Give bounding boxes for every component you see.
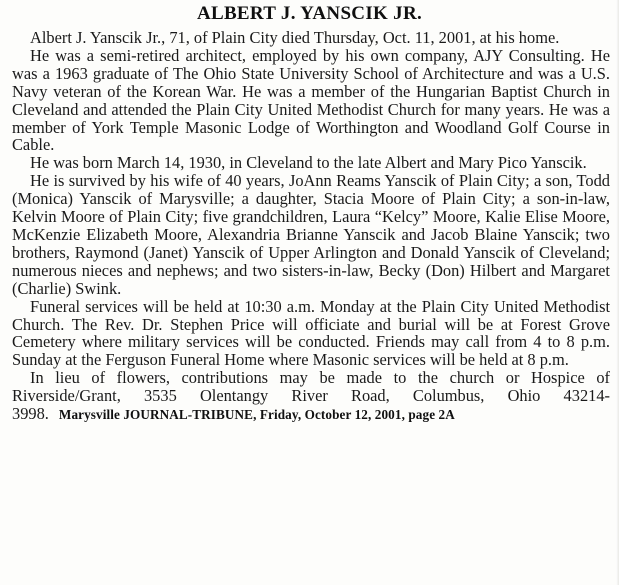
obituary-paragraph-career: He was a semi-retired architect, employed by his own company, AJY Consulting. He was a 1963 graduate of The Ohio State University School of Architecture and was a U.S. Navy veteran of the Korean War. He was a member of the Hungarian Baptist Church in Cleveland and attended the Plain City United Methodist Church for many years. He was a member of York Temple Masonic Lodge of Worthington and Woodland Golf Course in Cable. <box>12 45 610 155</box>
obituary-paragraph-memorials <box>12 369 610 424</box>
obituary-paragraph-survivors: He is survived by his wife of 40 years, JoAnn Reams Yanscik of Plain City; a son, Todd (Monica) Yanscik of Marysville; a daughter, Stacia Moore of Plain City; a son-in-law, Kelvin Moore of Plain City; five grandchildren, Laura “Kelcy” Moore, Kalie Elise Moore, McKenzie Elizabeth Moore, Alexandria Brianne Yanscik and Jacob Blaine Yanscik; two brothers, Raymond (Janet) Yanscik of Upper Arlington and Donald Yanscik of Cleveland; numerous nieces and nephews; and two sisters-in-law, Becky (Don) Hilbert and Margaret (Charlie) Swink. <box>12 171 610 298</box>
newspaper-source-caption: Marysville JOURNAL-TRIBUNE, Friday, October 12, 2001, page 2A <box>58 407 455 423</box>
obituary-paragraph-birth: He was born March 14, 1930, in Cleveland to the late Albert and Mary Pico Yanscik. <box>30 153 587 173</box>
obituary-paragraph-services: Funeral services will be held at 10:30 a.m. Monday at the Plain City United Methodist Church. The Rev. Dr. Stephen Price will officiate and burial will be at Forest Grove Cemetery where military services will be conducted. Friends may call from 4 to 8 p.m. Sunday at the Ferguson Funeral Home where Masonic services will be held at 8 p.m. <box>12 296 610 370</box>
obituary-headline: ALBERT J. YANSCIK JR. <box>196 3 423 24</box>
obituary-body <box>12 29 610 424</box>
memorials-text: In lieu of flowers, contributions may be made to the church or Hospice of Riverside/Grant, 3535 Olentangy River Road, Columbus, Ohio 43214-3998. <box>12 368 610 424</box>
obituary-paragraph-death-notice: Albert J. Yanscik Jr., 71, of Plain City died Thursday, Oct. 11, 2001, at his home. <box>30 28 560 47</box>
